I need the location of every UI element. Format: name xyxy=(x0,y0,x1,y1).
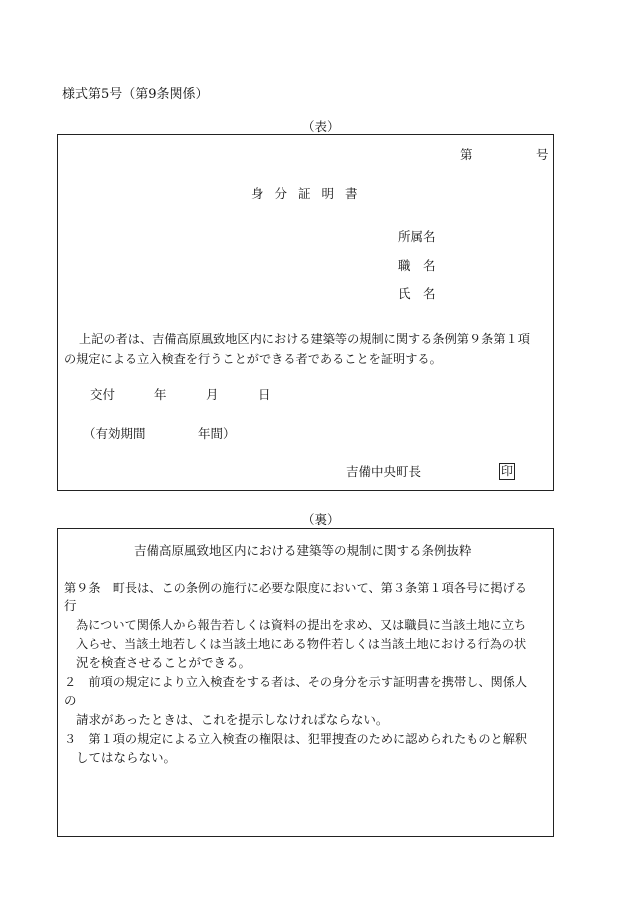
name-label: 氏 名 xyxy=(398,286,436,301)
excerpt-line: ２ 前項の規定により立入検査をする者は、その身分を示す証明書を携帯し、関係人 xyxy=(64,675,528,689)
excerpt-line: 行 xyxy=(64,598,77,613)
excerpt-line: 第９条 町長は、この条例の施行に必要な限度において、第３条第１項各号に掲げる xyxy=(64,581,527,595)
excerpt-line: してはならない。 xyxy=(76,750,177,765)
validity-close: 年間） xyxy=(198,426,236,441)
issue-month-label: 月 xyxy=(206,387,219,402)
front-side-label: （表） xyxy=(302,119,340,134)
back-card xyxy=(57,528,554,837)
excerpt-line: 請求があったときは、これを提示しなければならない。 xyxy=(76,712,389,727)
seal-mark: 印 xyxy=(500,464,513,478)
excerpt-line: の xyxy=(64,693,77,708)
affiliation-label: 所属名 xyxy=(398,229,436,244)
number-prefix: 第 xyxy=(460,147,473,162)
certificate-body-line-1: 上記の者は、吉備高原風致地区内における建築等の規制に関する条例第９条第１項 xyxy=(79,332,530,346)
form-label: 様式第5号（第9条関係） xyxy=(62,87,209,102)
position-label: 職 名 xyxy=(398,258,436,273)
certificate-title: 身分証明書 xyxy=(251,186,369,201)
excerpt-line: ３ 第１項の規定による立入検査の権限は、犯罪捜査のために認められたものと解釈 xyxy=(64,732,528,746)
validity-open: （有効期間 xyxy=(83,426,146,441)
back-side-label: （裏） xyxy=(302,512,340,527)
number-suffix: 号 xyxy=(536,147,549,162)
issue-day-label: 日 xyxy=(258,387,271,402)
excerpt-title: 吉備高原風致地区内における建築等の規制に関する条例抜粋 xyxy=(134,543,472,558)
issue-year-label: 年 xyxy=(154,387,167,402)
issue-label: 交付 xyxy=(90,387,116,402)
front-card xyxy=(57,134,554,491)
certificate-body-line-2: の規定による立入検査を行うことができる者であることを証明する。 xyxy=(64,352,442,366)
excerpt-line: 況を検査させることができる。 xyxy=(76,655,252,670)
excerpt-line: 入らせ、当該土地若しくは当該土地にある物件若しくは当該土地における行為の状 xyxy=(76,637,527,651)
issuer-name: 吉備中央町長 xyxy=(346,464,422,479)
excerpt-line: 為について関係人から報告若しくは資料の提出を求め、又は職員に当該土地に立ち xyxy=(76,618,527,632)
